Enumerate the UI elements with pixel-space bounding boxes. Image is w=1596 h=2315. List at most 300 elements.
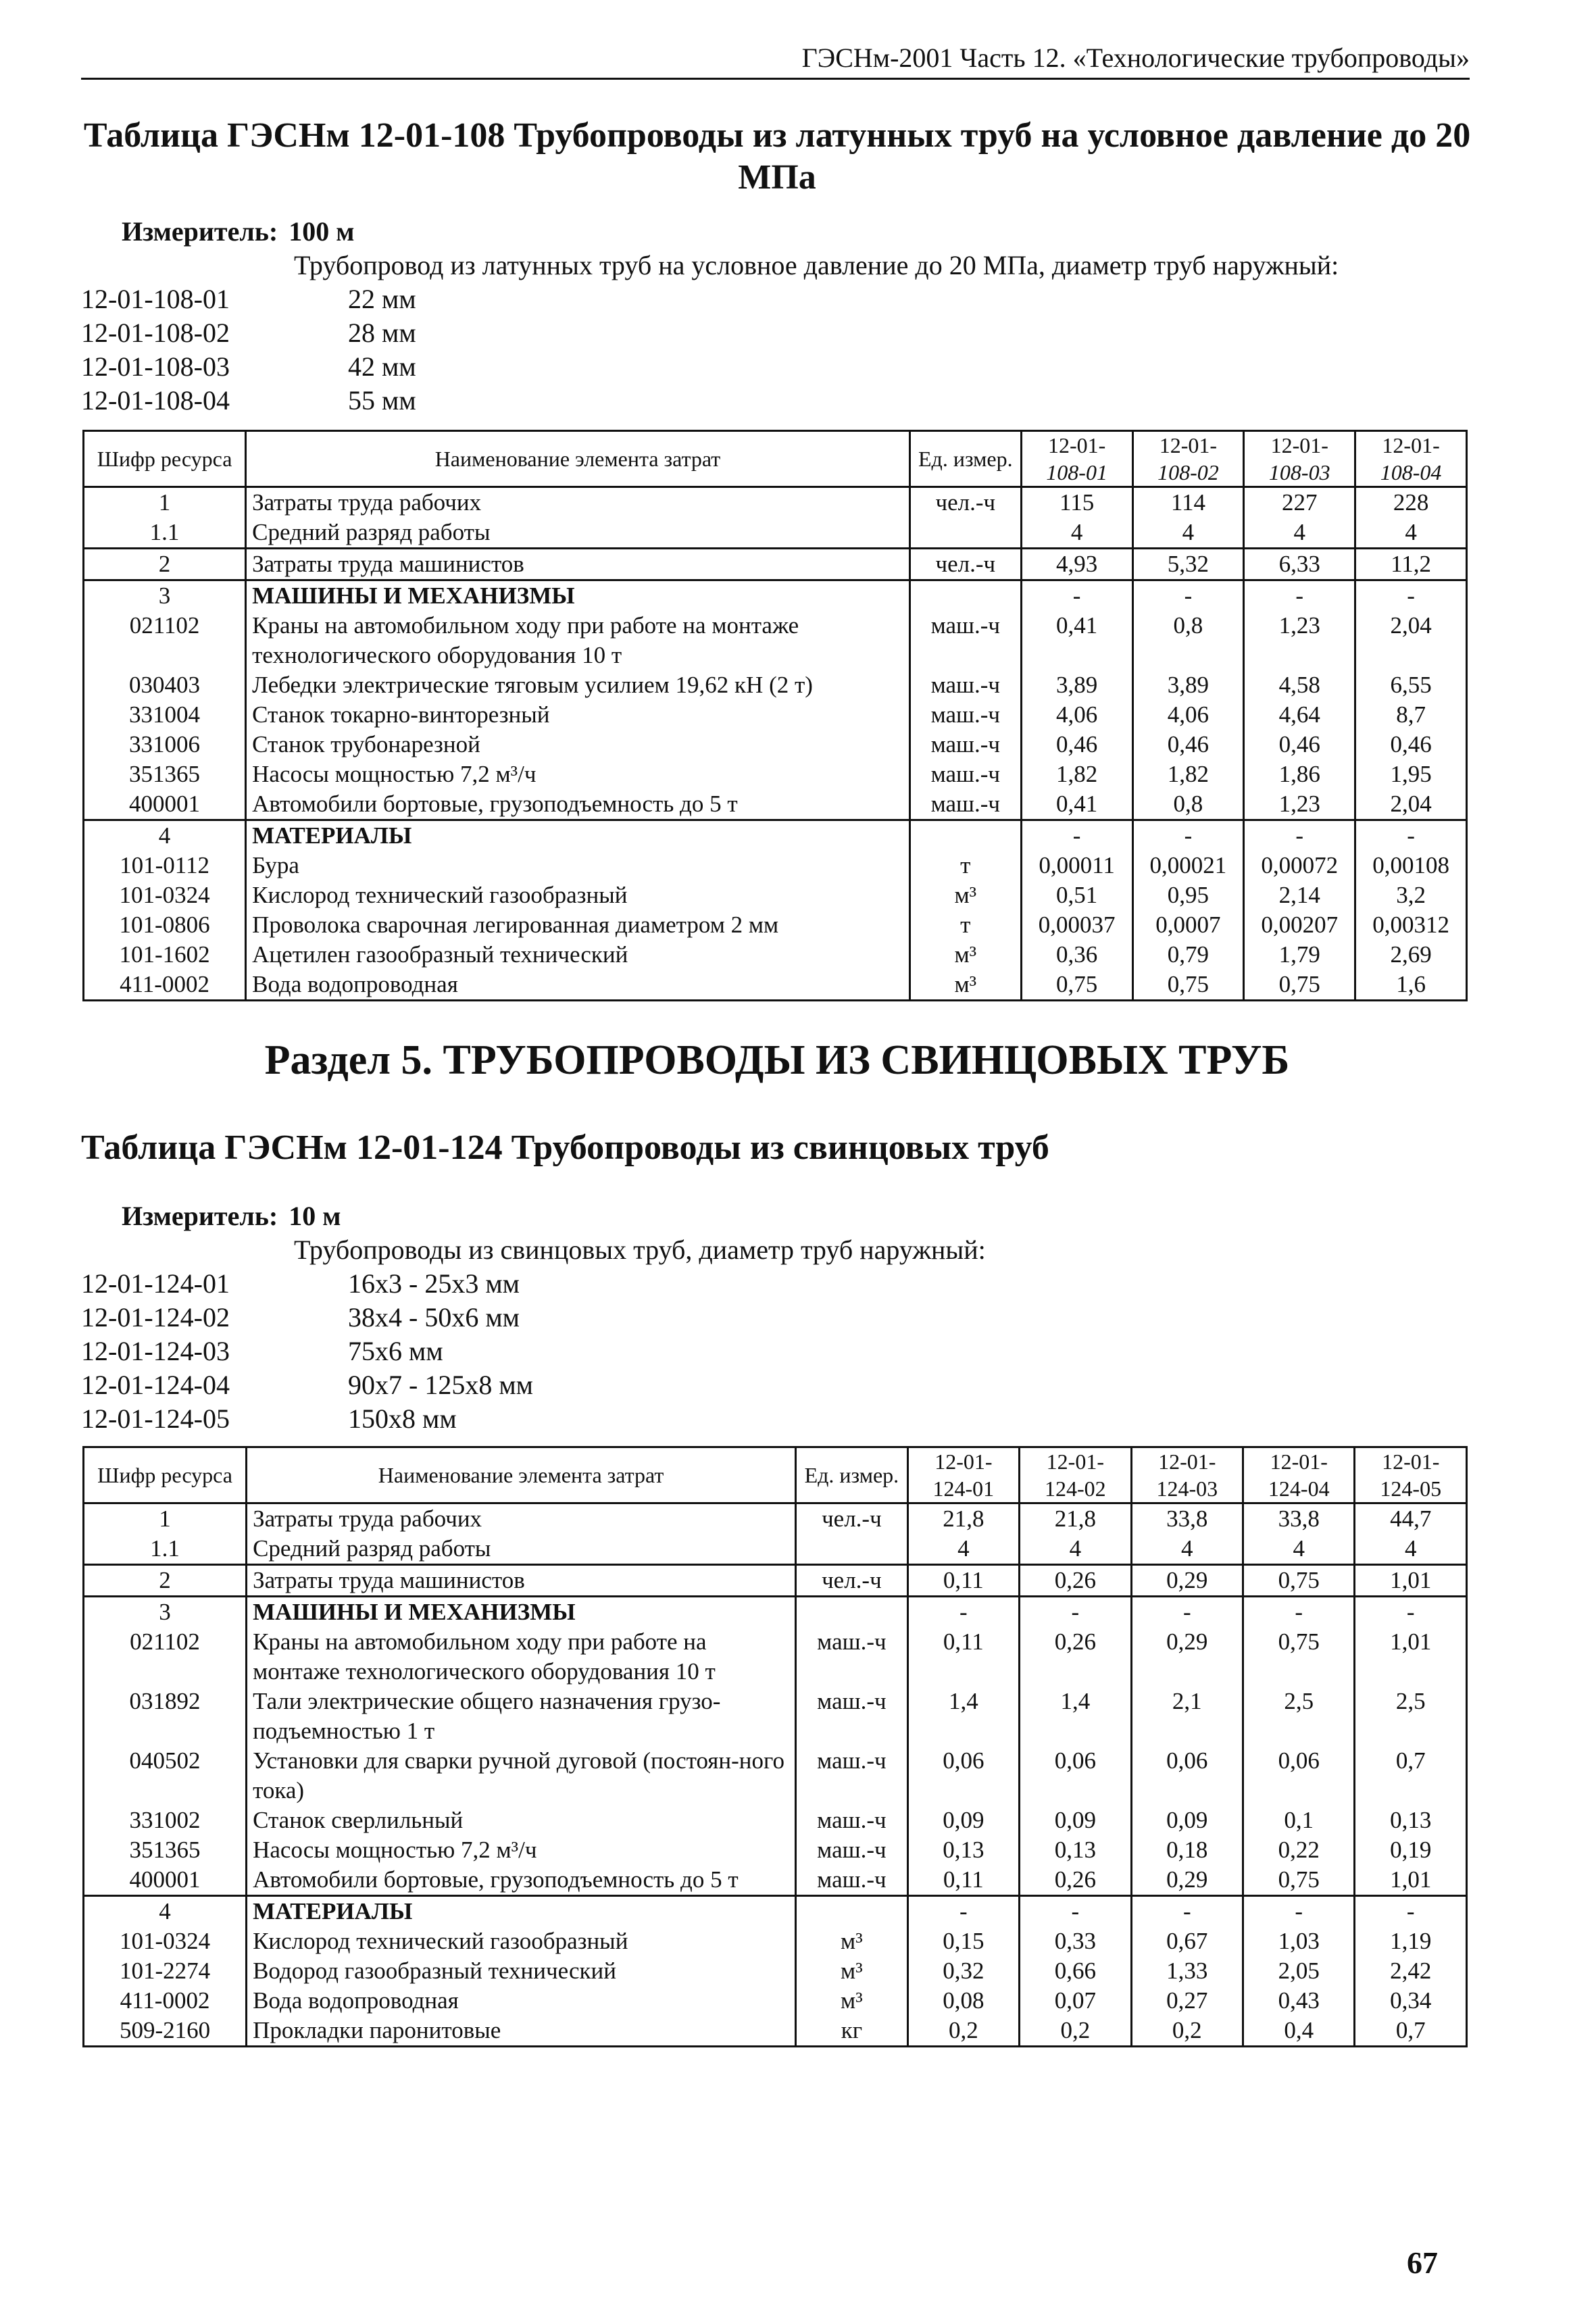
value-cell: 0,07 xyxy=(1020,1986,1131,2016)
cost-element-name: Средний разряд работы xyxy=(247,1534,796,1565)
value-cell: - xyxy=(1355,820,1467,851)
value-cell: 1,01 xyxy=(1355,1627,1467,1687)
value-cell: 0,41 xyxy=(1021,789,1132,820)
value-cell: 1,23 xyxy=(1244,611,1355,670)
table2-title: Таблица ГЭСНм 12-01-124 Трубопроводы из свинцовых труб xyxy=(81,1128,1049,1167)
cost-element-name: Кислород технический газообразный xyxy=(247,1926,796,1956)
unit-cell xyxy=(909,518,1021,549)
value-cell: 0,29 xyxy=(1131,1627,1243,1687)
value-cell: - xyxy=(1131,1896,1243,1927)
cost-element-name: Водород газообразный технический xyxy=(247,1956,796,1986)
resource-code: 2 xyxy=(84,549,246,580)
table-row xyxy=(84,851,1467,880)
unit-cell xyxy=(796,1534,907,1565)
resource-code: 101-0324 xyxy=(84,1926,247,1956)
value-cell: 4 xyxy=(1020,1534,1131,1565)
unit-cell xyxy=(909,580,1021,612)
table-row xyxy=(84,1687,1467,1746)
value-cell: - xyxy=(1021,820,1132,851)
resource-code: 411-0002 xyxy=(84,1986,247,2016)
col-variant-1-b: 108-01 xyxy=(1046,460,1107,484)
value-cell: 1,33 xyxy=(1131,1956,1243,1986)
value-cell: 0,2 xyxy=(1131,2016,1243,2047)
value-cell: 3,89 xyxy=(1021,670,1132,700)
resource-code: 101-0324 xyxy=(84,880,246,910)
code-row xyxy=(81,1402,986,1436)
col-variant-2-b: 108-02 xyxy=(1157,460,1219,484)
work-diameter: 16х3 - 25х3 мм xyxy=(348,1268,520,1299)
value-cell: 0,00011 xyxy=(1021,851,1132,880)
value-cell: 1,03 xyxy=(1243,1926,1355,1956)
col-variant-2 xyxy=(1020,1447,1131,1503)
value-cell: 4 xyxy=(1131,1534,1243,1565)
cost-element-name: Лебедки электрические тяговым усилием 19,62 кН (2 т) xyxy=(246,670,910,700)
cost-element-name: Ацетилен газообразный технический xyxy=(246,940,910,970)
value-cell: 2,04 xyxy=(1355,789,1467,820)
value-cell: 1,01 xyxy=(1355,1565,1467,1597)
work-code: 12-01-108-03 xyxy=(81,351,230,382)
table2-meta xyxy=(81,1199,986,1436)
table-row xyxy=(84,880,1467,910)
value-cell: 0,26 xyxy=(1020,1565,1131,1597)
unit-cell: т xyxy=(909,910,1021,940)
value-cell: 4,58 xyxy=(1244,670,1355,700)
code-row xyxy=(81,316,1339,350)
col-variant-2-a: 12-01- xyxy=(1159,433,1218,457)
value-cell: 0,33 xyxy=(1020,1926,1131,1956)
resource-code: 400001 xyxy=(84,789,246,820)
work-code: 12-01-124-01 xyxy=(81,1268,230,1299)
cost-element-name: Проволока сварочная легированная диаметром 2 мм xyxy=(246,910,910,940)
resource-code: 351365 xyxy=(84,1835,247,1865)
cost-element-name: МАШИНЫ И МЕХАНИЗМЫ xyxy=(247,1597,796,1628)
unit-cell: чел.-ч xyxy=(909,549,1021,580)
col-variant-4-a: 12-01- xyxy=(1382,433,1440,457)
table-row xyxy=(84,1565,1467,1597)
resource-code: 509-2160 xyxy=(84,2016,247,2047)
work-diameter: 55 мм xyxy=(348,385,416,416)
cost-element-name: МАТЕРИАЛЫ xyxy=(246,820,910,851)
value-cell: 1,4 xyxy=(907,1687,1019,1746)
value-cell: 2,1 xyxy=(1131,1687,1243,1746)
table-row xyxy=(84,1597,1467,1628)
value-cell: 1,82 xyxy=(1021,760,1132,789)
table1-header-row xyxy=(84,431,1467,487)
work-code: 12-01-124-05 xyxy=(81,1403,230,1434)
value-cell: 0,34 xyxy=(1355,1986,1467,2016)
value-cell: 0,00021 xyxy=(1132,851,1244,880)
value-cell: 1,4 xyxy=(1020,1687,1131,1746)
table1-title-line1: Таблица ГЭСНм 12-01-108 Трубопроводы из латунных труб на условное давление до 20 xyxy=(83,116,1471,155)
resource-code: 101-1602 xyxy=(84,940,246,970)
value-cell: - xyxy=(1244,820,1355,851)
value-cell: - xyxy=(1355,1896,1467,1927)
value-cell: 0,09 xyxy=(1131,1806,1243,1835)
value-cell: 2,42 xyxy=(1355,1956,1467,1986)
value-cell: 114 xyxy=(1132,487,1244,518)
cost-element-name: Станок сверлильный xyxy=(247,1806,796,1835)
work-diameter: 22 мм xyxy=(348,284,416,314)
resource-code: 031892 xyxy=(84,1687,247,1746)
cost-element-name: Затраты труда машинистов xyxy=(247,1565,796,1597)
value-cell: 21,8 xyxy=(1020,1503,1131,1535)
cost-element-name: Автомобили бортовые, грузоподъемность до 5 т xyxy=(246,789,910,820)
col-name: Наименование элемента затрат xyxy=(247,1447,796,1503)
table-row xyxy=(84,910,1467,940)
value-cell: 0,11 xyxy=(907,1865,1019,1896)
table-row xyxy=(84,2016,1467,2047)
cost-element-name: Вода водопроводная xyxy=(247,1986,796,2016)
resource-code: 021102 xyxy=(84,611,246,670)
value-cell: 0,32 xyxy=(907,1956,1019,1986)
col-variant-5-b: 124-05 xyxy=(1380,1476,1442,1501)
col-unit: Ед. измер. xyxy=(796,1447,907,1503)
resource-code: 021102 xyxy=(84,1627,247,1687)
code-row xyxy=(81,1267,986,1301)
value-cell: 0,75 xyxy=(1243,1565,1355,1597)
value-cell: 0,75 xyxy=(1243,1627,1355,1687)
table-row xyxy=(84,1926,1467,1956)
value-cell: 0,8 xyxy=(1132,611,1244,670)
value-cell: 0,00037 xyxy=(1021,910,1132,940)
value-cell: 0,75 xyxy=(1243,1865,1355,1896)
unit-cell: маш.-ч xyxy=(796,1746,907,1806)
value-cell: 0,75 xyxy=(1244,970,1355,1001)
value-cell: 4 xyxy=(1355,518,1467,549)
value-cell: 227 xyxy=(1244,487,1355,518)
cost-element-name: Краны на автомобильном ходу при работе на монтаже технологического оборудования 10 т xyxy=(247,1627,796,1687)
unit-cell: чел.-ч xyxy=(796,1565,907,1597)
resource-code: 400001 xyxy=(84,1865,247,1896)
value-cell: 0,8 xyxy=(1132,789,1244,820)
value-cell: - xyxy=(1132,580,1244,612)
value-cell: 3,89 xyxy=(1132,670,1244,700)
value-cell: - xyxy=(907,1896,1019,1927)
value-cell: 2,04 xyxy=(1355,611,1467,670)
cost-element-name: Кислород технический газообразный xyxy=(246,880,910,910)
col-resource: Шифр ресурса xyxy=(84,431,246,487)
col-variant-1-a: 12-01- xyxy=(1047,433,1106,457)
resource-code: 3 xyxy=(84,580,246,612)
unit-cell: маш.-ч xyxy=(909,670,1021,700)
value-cell: 0,00207 xyxy=(1244,910,1355,940)
value-cell: 0,26 xyxy=(1020,1627,1131,1687)
value-cell: - xyxy=(1020,1896,1131,1927)
value-cell: 228 xyxy=(1355,487,1467,518)
unit-cell: маш.-ч xyxy=(909,611,1021,670)
value-cell: 0,46 xyxy=(1244,730,1355,760)
table-row xyxy=(84,1865,1467,1896)
value-cell: 4 xyxy=(1244,518,1355,549)
col-variant-4 xyxy=(1355,431,1467,487)
col-variant-1 xyxy=(1021,431,1132,487)
resource-code: 3 xyxy=(84,1597,247,1628)
value-cell: 4,93 xyxy=(1021,549,1132,580)
value-cell: 1,82 xyxy=(1132,760,1244,789)
code-row xyxy=(81,1301,986,1335)
value-cell: 0,2 xyxy=(1020,2016,1131,2047)
table-row xyxy=(84,1835,1467,1865)
col-variant-3-a: 12-01- xyxy=(1158,1449,1216,1474)
cost-element-name: Вода водопроводная xyxy=(246,970,910,1001)
code-row xyxy=(81,1368,986,1402)
resource-code: 101-2274 xyxy=(84,1956,247,1986)
value-cell: 2,69 xyxy=(1355,940,1467,970)
table2-resources xyxy=(82,1446,1468,2047)
work-code: 12-01-124-04 xyxy=(81,1370,230,1400)
table-row xyxy=(84,1503,1467,1535)
col-variant-2-b: 124-02 xyxy=(1044,1476,1106,1501)
code-row xyxy=(81,384,1339,418)
value-cell: 0,46 xyxy=(1355,730,1467,760)
unit-cell: маш.-ч xyxy=(909,730,1021,760)
page-number: 67 xyxy=(1407,2245,1438,2280)
col-variant-2-a: 12-01- xyxy=(1046,1449,1104,1474)
resource-code: 1.1 xyxy=(84,1534,247,1565)
col-variant-4-a: 12-01- xyxy=(1270,1449,1328,1474)
table-row xyxy=(84,611,1467,670)
value-cell: 0,75 xyxy=(1021,970,1132,1001)
unit-cell: маш.-ч xyxy=(796,1687,907,1746)
table1-title-line2: МПа xyxy=(738,158,816,197)
cost-element-name: Тали электрические общего назначения грузо-подъемностью 1 т xyxy=(247,1687,796,1746)
work-code: 12-01-108-01 xyxy=(81,284,230,314)
value-cell: 0,7 xyxy=(1355,1746,1467,1806)
col-resource: Шифр ресурса xyxy=(84,1447,247,1503)
col-variant-1-a: 12-01- xyxy=(934,1449,993,1474)
unit-cell: м³ xyxy=(909,970,1021,1001)
table-row xyxy=(84,760,1467,789)
table2-measure-label: Измеритель: xyxy=(122,1201,278,1231)
work-code: 12-01-124-02 xyxy=(81,1302,230,1333)
value-cell: 1,01 xyxy=(1355,1865,1467,1896)
value-cell: 4,06 xyxy=(1132,700,1244,730)
col-variant-3-b: 124-03 xyxy=(1156,1476,1218,1501)
table2-measure-value: 10 м xyxy=(289,1201,341,1231)
cost-element-name: Автомобили бортовые, грузоподъемность до 5 т xyxy=(247,1865,796,1896)
value-cell: 115 xyxy=(1021,487,1132,518)
value-cell: 0,75 xyxy=(1132,970,1244,1001)
value-cell: 0,66 xyxy=(1020,1956,1131,1986)
cost-element-name: Насосы мощностью 7,2 м³/ч xyxy=(246,760,910,789)
value-cell: 1,95 xyxy=(1355,760,1467,789)
value-cell: 0,00108 xyxy=(1355,851,1467,880)
unit-cell: маш.-ч xyxy=(909,760,1021,789)
value-cell: 0,46 xyxy=(1021,730,1132,760)
table-row xyxy=(84,789,1467,820)
cost-element-name: Прокладки паронитовые xyxy=(247,2016,796,2047)
unit-cell: маш.-ч xyxy=(909,789,1021,820)
table1-meta xyxy=(81,215,1339,418)
value-cell: - xyxy=(1355,1597,1467,1628)
unit-cell: маш.-ч xyxy=(796,1865,907,1896)
value-cell: 2,05 xyxy=(1243,1956,1355,1986)
cost-element-name: Средний разряд работы xyxy=(246,518,910,549)
value-cell: 0,00072 xyxy=(1244,851,1355,880)
code-row xyxy=(81,350,1339,384)
value-cell: 0,13 xyxy=(907,1835,1019,1865)
value-cell: 4 xyxy=(907,1534,1019,1565)
value-cell: 0,0007 xyxy=(1132,910,1244,940)
cost-element-name: Краны на автомобильном ходу при работе на монтаже технологического оборудования 10 т xyxy=(246,611,910,670)
resource-code: 101-0112 xyxy=(84,851,246,880)
value-cell: 0,36 xyxy=(1021,940,1132,970)
col-variant-1 xyxy=(907,1447,1019,1503)
resource-code: 030403 xyxy=(84,670,246,700)
value-cell: 0,06 xyxy=(1020,1746,1131,1806)
col-variant-3 xyxy=(1131,1447,1243,1503)
value-cell: 0,43 xyxy=(1243,1986,1355,2016)
table-row xyxy=(84,730,1467,760)
unit-cell: чел.-ч xyxy=(796,1503,907,1535)
table2-header-row xyxy=(84,1447,1467,1503)
value-cell: 11,2 xyxy=(1355,549,1467,580)
col-variant-3 xyxy=(1244,431,1355,487)
resource-code: 4 xyxy=(84,820,246,851)
table1-resources xyxy=(82,430,1468,1001)
table1-title xyxy=(81,115,1473,199)
work-diameter: 38х4 - 50х6 мм xyxy=(348,1302,520,1333)
cost-element-name: Установки для сварки ручной дуговой (постоян-ного тока) xyxy=(247,1746,796,1806)
value-cell: 1,19 xyxy=(1355,1926,1467,1956)
table1-code-list xyxy=(81,282,1339,418)
value-cell: 8,7 xyxy=(1355,700,1467,730)
value-cell: 2,14 xyxy=(1244,880,1355,910)
value-cell: - xyxy=(1243,1597,1355,1628)
table-row xyxy=(84,1896,1467,1927)
value-cell: - xyxy=(1244,580,1355,612)
running-header: ГЭСНм-2001 Часть 12. «Технологические трубопроводы» xyxy=(81,42,1470,80)
work-diameter: 28 мм xyxy=(348,318,416,348)
resource-code: 331006 xyxy=(84,730,246,760)
resource-code: 101-0806 xyxy=(84,910,246,940)
value-cell: 1,23 xyxy=(1244,789,1355,820)
unit-cell: м³ xyxy=(796,1956,907,1986)
work-code: 12-01-108-04 xyxy=(81,385,230,416)
cost-element-name: Бура xyxy=(246,851,910,880)
code-row xyxy=(81,1335,986,1368)
col-variant-4-b: 108-04 xyxy=(1380,460,1442,484)
table-row xyxy=(84,1746,1467,1806)
value-cell: 0,79 xyxy=(1132,940,1244,970)
value-cell: 0,51 xyxy=(1021,880,1132,910)
col-name: Наименование элемента затрат xyxy=(246,431,910,487)
value-cell: 4 xyxy=(1021,518,1132,549)
code-row xyxy=(81,282,1339,316)
value-cell: 0,29 xyxy=(1131,1565,1243,1597)
value-cell: 0,19 xyxy=(1355,1835,1467,1865)
value-cell: 33,8 xyxy=(1243,1503,1355,1535)
table-row xyxy=(84,487,1467,518)
value-cell: - xyxy=(1020,1597,1131,1628)
value-cell: - xyxy=(1132,820,1244,851)
col-variant-3-a: 12-01- xyxy=(1270,433,1328,457)
resource-code: 331004 xyxy=(84,700,246,730)
col-variant-2 xyxy=(1132,431,1244,487)
unit-cell: маш.-ч xyxy=(796,1835,907,1865)
cost-element-name: Затраты труда рабочих xyxy=(246,487,910,518)
value-cell: 0,41 xyxy=(1021,611,1132,670)
table-row xyxy=(84,670,1467,700)
unit-cell xyxy=(796,1896,907,1927)
cost-element-name: Затраты труда рабочих xyxy=(247,1503,796,1535)
col-variant-4 xyxy=(1243,1447,1355,1503)
value-cell: - xyxy=(1021,580,1132,612)
table1-description: Трубопровод из латунных труб на условное давление до 20 МПа, диаметр труб наружный: xyxy=(294,250,1339,280)
work-code: 12-01-108-02 xyxy=(81,318,230,348)
unit-cell: маш.-ч xyxy=(909,700,1021,730)
value-cell: 4 xyxy=(1132,518,1244,549)
value-cell: 4,64 xyxy=(1244,700,1355,730)
value-cell: 5,32 xyxy=(1132,549,1244,580)
value-cell: 0,06 xyxy=(1131,1746,1243,1806)
table-row xyxy=(84,820,1467,851)
value-cell: 0,4 xyxy=(1243,2016,1355,2047)
table-row xyxy=(84,1627,1467,1687)
resource-code: 1.1 xyxy=(84,518,246,549)
work-diameter: 42 мм xyxy=(348,351,416,382)
table-row xyxy=(84,1806,1467,1835)
resource-code: 040502 xyxy=(84,1746,247,1806)
resource-code: 4 xyxy=(84,1896,247,1927)
value-cell: 21,8 xyxy=(907,1503,1019,1535)
unit-cell xyxy=(796,1597,907,1628)
value-cell: 4 xyxy=(1243,1534,1355,1565)
unit-cell: м³ xyxy=(796,1986,907,2016)
resource-code: 331002 xyxy=(84,1806,247,1835)
table1-measure-label: Измеритель: xyxy=(122,216,278,247)
value-cell: 0,11 xyxy=(907,1565,1019,1597)
value-cell: 0,46 xyxy=(1132,730,1244,760)
table-row xyxy=(84,700,1467,730)
table-row xyxy=(84,580,1467,612)
cost-element-name: МАШИНЫ И МЕХАНИЗМЫ xyxy=(246,580,910,612)
table-row xyxy=(84,518,1467,549)
resource-code: 351365 xyxy=(84,760,246,789)
value-cell: 6,55 xyxy=(1355,670,1467,700)
col-variant-4-b: 124-04 xyxy=(1268,1476,1330,1501)
value-cell: 0,09 xyxy=(907,1806,1019,1835)
cost-element-name: Станок токарно-винторезный xyxy=(246,700,910,730)
cost-element-name: Станок трубонарезной xyxy=(246,730,910,760)
value-cell: 3,2 xyxy=(1355,880,1467,910)
table-row xyxy=(84,1986,1467,2016)
value-cell: 0,95 xyxy=(1132,880,1244,910)
col-variant-1-b: 124-01 xyxy=(932,1476,995,1501)
table2-code-list xyxy=(81,1267,986,1436)
value-cell: 0,11 xyxy=(907,1627,1019,1687)
unit-cell: маш.-ч xyxy=(796,1806,907,1835)
col-variant-3-b: 108-03 xyxy=(1268,460,1330,484)
value-cell: 0,13 xyxy=(1020,1835,1131,1865)
work-diameter: 75х6 мм xyxy=(348,1336,443,1366)
value-cell: 0,26 xyxy=(1020,1865,1131,1896)
value-cell: 0,13 xyxy=(1355,1806,1467,1835)
value-cell: 0,08 xyxy=(907,1986,1019,2016)
resource-code: 1 xyxy=(84,487,246,518)
table-row xyxy=(84,1956,1467,1986)
value-cell: 1,6 xyxy=(1355,970,1467,1001)
section-title: Раздел 5. ТРУБОПРОВОДЫ ИЗ СВИНЦОВЫХ ТРУБ xyxy=(264,1037,1290,1083)
value-cell: 0,29 xyxy=(1131,1865,1243,1896)
cost-element-name: Насосы мощностью 7,2 м³/ч xyxy=(247,1835,796,1865)
unit-cell: м³ xyxy=(796,1926,907,1956)
table-row xyxy=(84,549,1467,580)
col-variant-5 xyxy=(1355,1447,1467,1503)
value-cell: 0,15 xyxy=(907,1926,1019,1956)
work-code: 12-01-124-03 xyxy=(81,1336,230,1366)
value-cell: 2,5 xyxy=(1243,1687,1355,1746)
